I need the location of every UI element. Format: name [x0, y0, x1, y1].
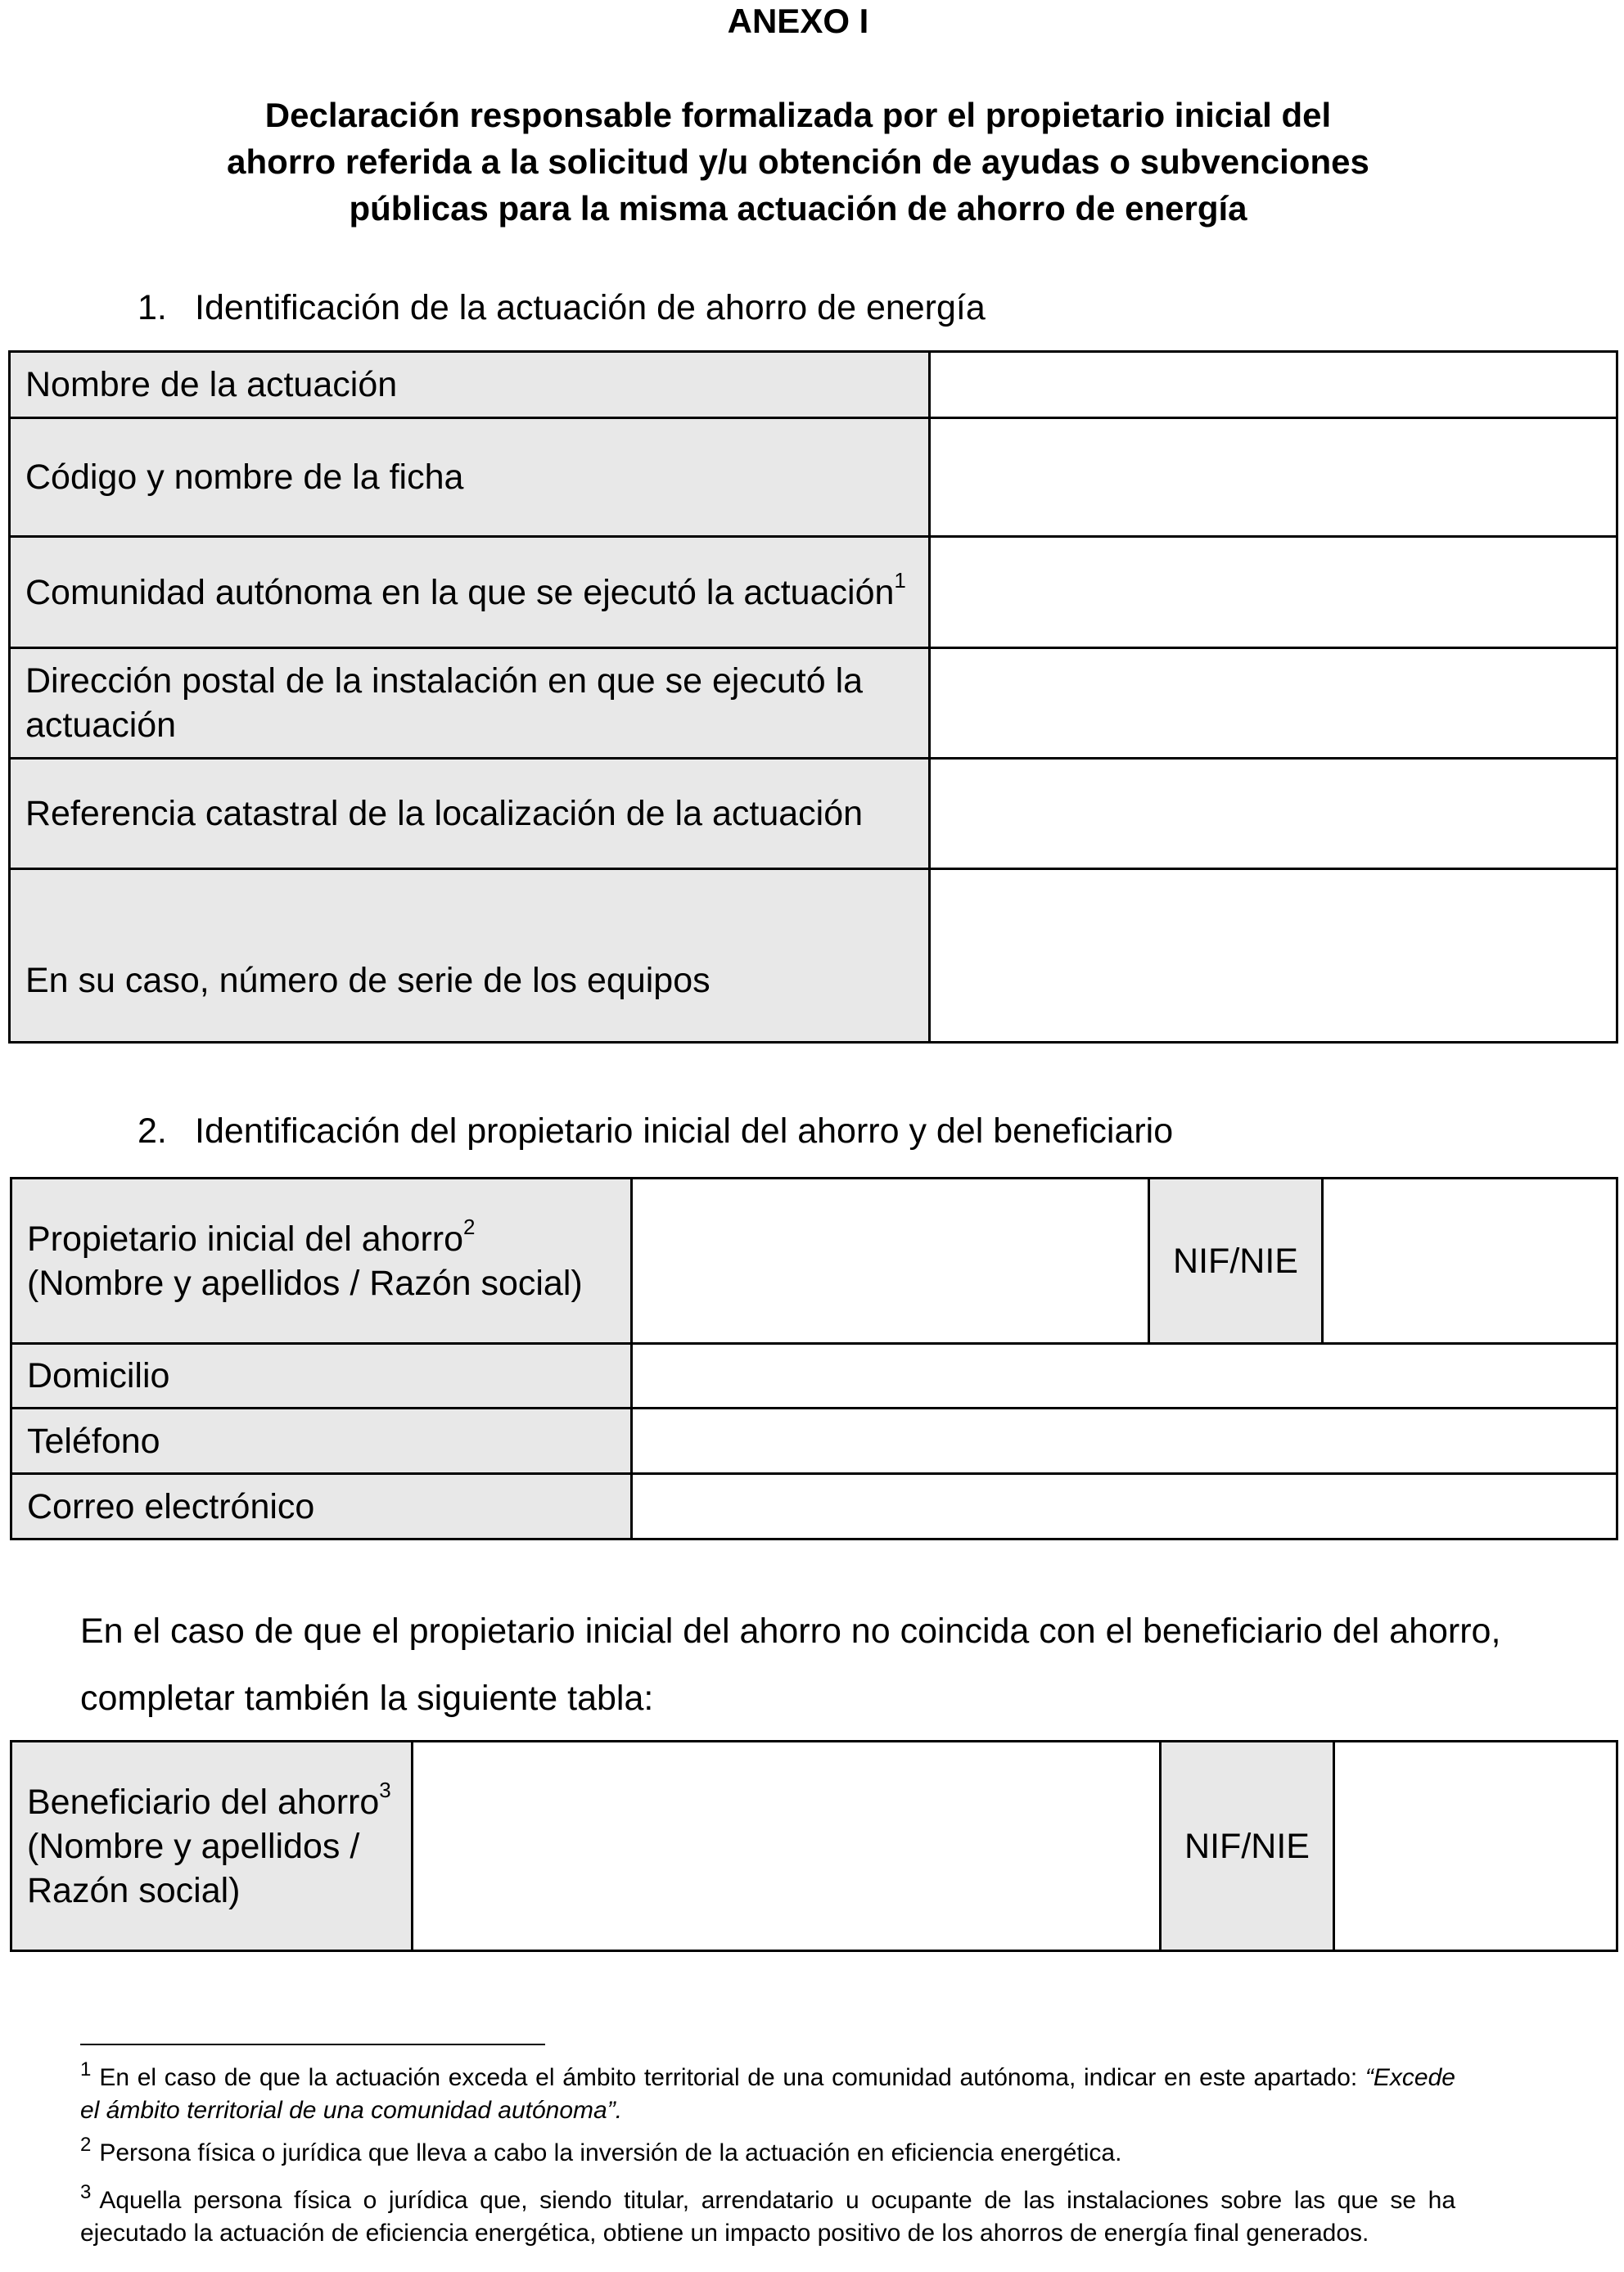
footnote-number: 2 [80, 2134, 92, 2156]
ficha-code-field[interactable] [930, 418, 1617, 537]
table-row [11, 1409, 1617, 1474]
section-2-title: Identificación del propietario inicial del ahorro y del beneficiario [195, 1111, 1174, 1151]
section-1-number: 1. [138, 288, 167, 327]
section-1-title: Identificación de la actuación de ahorro de energía [195, 288, 986, 327]
cadastral-reference-field[interactable] [930, 759, 1617, 869]
owner-table [10, 1177, 1618, 1540]
autonomous-community-field[interactable] [930, 537, 1617, 648]
phone-label: Teléfono [11, 1409, 632, 1474]
equipment-serial-label: En su caso, número de serie de los equipos [10, 869, 930, 1043]
autonomous-community-label: Comunidad autónoma en la que se ejecutó la actuación$^1$ [10, 537, 930, 648]
phone-field[interactable] [632, 1409, 1617, 1474]
beneficiary-label: Beneficiario del ahorro$^3$ (Nombre y apellidos / Razón social) [11, 1742, 413, 1951]
postal-address-label: Dirección postal de la instalación en que se ejecutó la actuación [10, 648, 930, 759]
table-row [10, 352, 1617, 418]
footnote-separator [80, 2044, 545, 2045]
actuation-name-field[interactable] [930, 352, 1617, 418]
cadastral-reference-label: Referencia catastral de la localización de la actuación [10, 759, 930, 869]
email-label: Correo electrónico [11, 1474, 632, 1539]
beneficiary-name-field[interactable] [413, 1742, 1161, 1951]
table-row [10, 869, 1617, 1043]
beneficiary-nif-label: NIF/NIE [1161, 1742, 1334, 1951]
footnote-text: En el caso de que la actuación exceda el ámbito territorial de una comunidad autónoma, indicar en este apartado: [99, 2064, 1358, 2091]
footnote-text: Persona física o jurídica que lleva a cabo la inversión de la actuación en eficiencia energética. [99, 2139, 1122, 2166]
document-title: ANEXO I [727, 2, 869, 40]
table-row [10, 537, 1617, 648]
footnote-ref-2: 2 [463, 1215, 476, 1240]
equipment-serial-field[interactable] [930, 869, 1617, 1043]
owner-name-field[interactable] [632, 1179, 1149, 1344]
section-2-heading [138, 1110, 1173, 1152]
table-row [11, 1474, 1617, 1539]
address-field[interactable] [632, 1344, 1617, 1409]
footnote-number: 1 [80, 2058, 92, 2080]
ficha-code-label: Código y nombre de la ficha [10, 418, 930, 537]
table-row [11, 1742, 1617, 1951]
table-row [10, 648, 1617, 759]
section-2-number: 2. [138, 1111, 167, 1151]
footnote-number: 3 [80, 2181, 92, 2203]
footnote-2 [80, 2134, 1455, 2171]
footnote-1 [80, 2058, 1455, 2126]
beneficiary-nif-field[interactable] [1334, 1742, 1617, 1951]
section-1-heading [138, 286, 986, 329]
footnote-italic-text: “Excede el ámbito territorial de una comunidad autónoma”. [80, 2064, 1455, 2124]
table-row [10, 759, 1617, 869]
beneficiary-instructions: En el caso de que el propietario inicial del ahorro no coincida con el beneficiario del ahorro, completar también la siguiente tabla: [80, 1612, 1501, 1718]
table-row [11, 1179, 1617, 1344]
owner-label: Propietario inicial del ahorro$^2$ (Nombre y apellidos / Razón social) [11, 1179, 632, 1344]
subtitle-line: públicas para la misma actuación de ahorro de energía [349, 189, 1247, 228]
table-row [11, 1344, 1617, 1409]
footnote-ref-3: 3 [379, 1778, 391, 1803]
footnote-3 [80, 2181, 1455, 2249]
document-subtitle [0, 92, 1596, 232]
address-label: Domicilio [11, 1344, 632, 1409]
postal-address-field[interactable] [930, 648, 1617, 759]
footnote-text: Aquella persona física o jurídica que, siendo titular, arrendatario u ocupante de las instalaciones sobre las que se ha ejecutado la actuación de eficiencia energética, obtiene un impacto positivo de los ahorros de energía final generados. [80, 2187, 1455, 2247]
owner-nif-label: NIF/NIE [1149, 1179, 1323, 1344]
email-field[interactable] [632, 1474, 1617, 1539]
table-row [10, 418, 1617, 537]
subtitle-line: Declaración responsable formalizada por el propietario inicial del [264, 96, 1332, 134]
actuation-name-label: Nombre de la actuación [10, 352, 930, 418]
footnote-ref-1: 1 [894, 568, 906, 593]
actuation-table [8, 350, 1618, 1044]
owner-nif-field[interactable] [1323, 1179, 1617, 1344]
subtitle-line: ahorro referida a la solicitud y/u obtención de ayudas o subvenciones [227, 142, 1369, 181]
beneficiary-table [10, 1740, 1618, 1952]
